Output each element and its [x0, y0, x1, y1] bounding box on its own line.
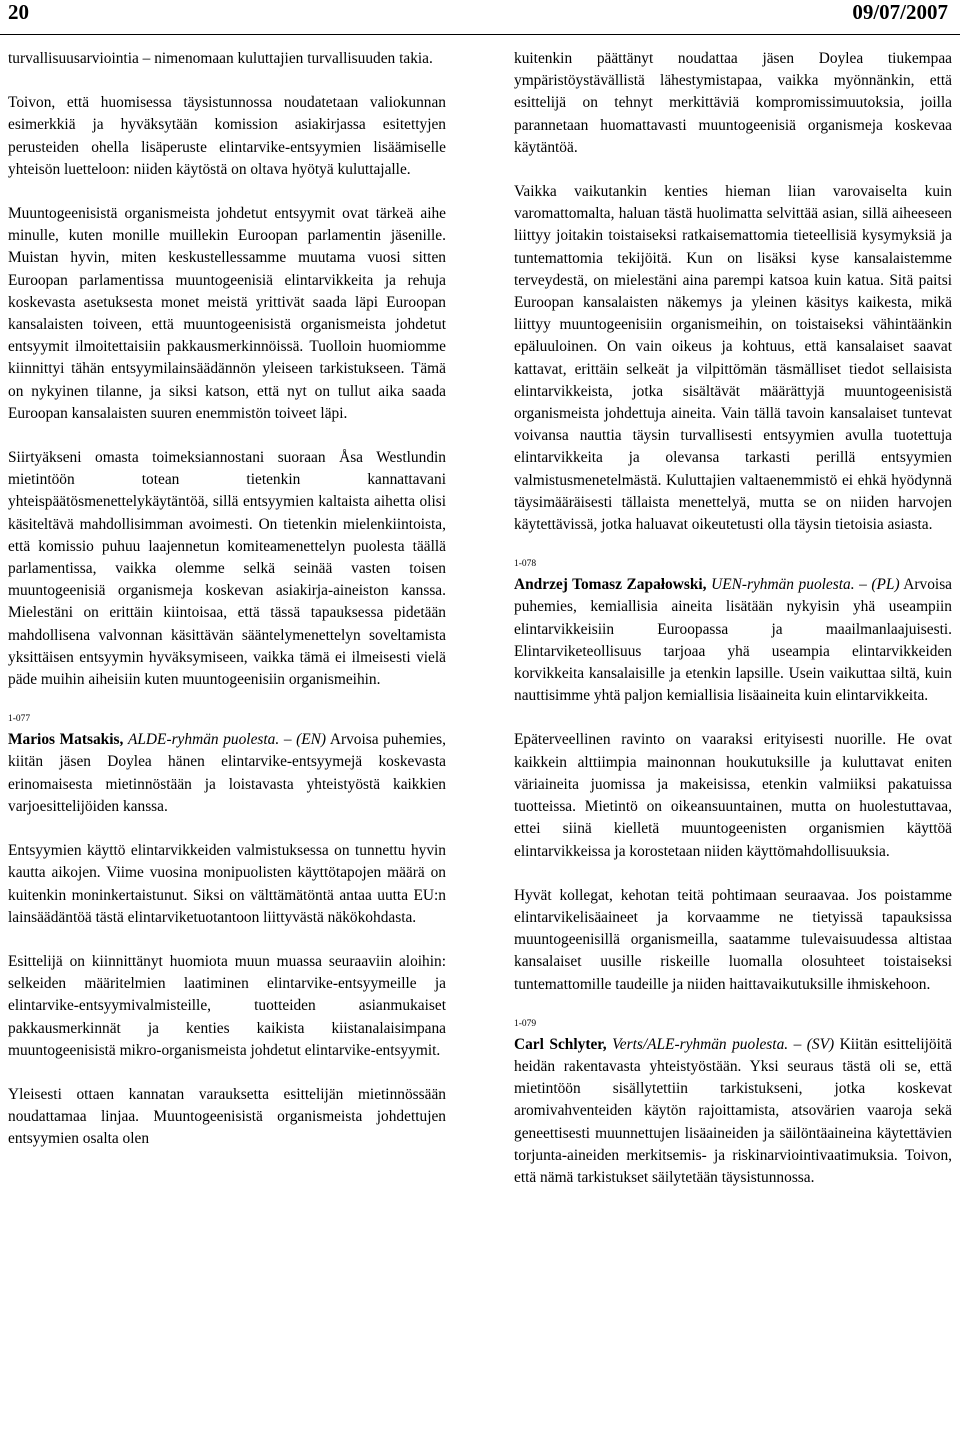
paragraph: Vaikka vaikutankin kenties hieman liian varovaiselta kuin varomattomalta, haluan tästä huolimatta selvittää asian, sillä aiheeseen liittyy joitakin toistaiseksi ratkaisemattomia tieteellisiä kysymyksiä ja tuntemattomia tekijöitä. Kun on lisäksi kyse kansalaistemme terveydestä, on mielestäni aina parempi katsoa kuin katua. Sitä paitsi Euroopan kansalaisten näkemys ja yleinen käsitys kaikesta, mikä liittyy muuntogeenisiin organismeihin, on toistaiseksi vähintäänkin epäluuloinen. On vain oikeus ja kohtuus, että kansalaiset saavat kattavat, erittäin selkeät ja vilpittömän täsmälliset tiedot sellaisista elintarvikkeista, jotka sisältävät määrättyjä muuntogeenisistä organismeista johdettuja aineita. Vain tällä tavoin kansalaiset tuntevat voivansa nauttia täysin turvallisesti entsyymien avulla tuotettuja elintarvikkeita ja olevansa tarkasti perillä entsyymien valmistusmenetelmästä. Kuluttajien valtaenemmistö ei ehkä hyödynnä täysimääräisesti tällaista menettelyä, mutta se on niiden harvojen käytettävissä, jotka haluavat oikeutetusti olla täysin tietoisia asiasta.	[514, 183, 952, 534]
speech-block	[514, 1018, 952, 1189]
speech-paragraph: Marios Matsakis, ALDE-ryhmän puolesta. – (EN) Arvoisa puhemies, kiitän jäsen Doylea hänen elintarvike-entsyymejä koskevasta erinomaisesta mietinnöstään ja loistavasta yhteistyöstä kaikkien varjoesittelijöiden kanssa.	[8, 731, 446, 815]
speech-language: (SV)	[806, 1035, 835, 1053]
paragraph: Epäterveellinen ravinto on vaaraksi erityisesti nuorille. He ovat kaikkein alttiimpia mainonnan houkutuksille ja kuluttavat eniten väriaineita juomissa ja makeisissa, etenkin valmiiksi pakatuissa tuotteissa. Mietintö on oikeansuuntainen, mutta on huolestuttavaa, ettei siinä kielletä muuntogeenisten organismien käyttöä elintarvikkeissa ja korostetaan niiden käyttömahdollisuuksia.	[514, 731, 952, 860]
speech-id: 1-079	[514, 1018, 537, 1029]
speech-id: 1-078	[514, 559, 537, 570]
paragraph: turvallisuusarviointia – nimenomaan kuluttajien turvallisuuden takia.	[8, 50, 433, 67]
speech-paragraph: Andrzej Tomasz Zapałowski, UEN-ryhmän puolesta. – (PL) Arvoisa puhemies, kemiallisia aineita lisätään nykyisin yhä useampiin elintarvikkeisiin Euroopassa ja maailmanlaajuisesti. Elintarviketeollisuus tarjoaa yhä useampia elintarvikkeiden korvikkeita kansalaisille ja etenkin lapsille. Usein vaikuttaa siltä, kuin nauttisimme yhtä paljon kemiallisia lisäaineita kuin elintarvikkeita.	[514, 576, 953, 705]
paragraph: Hyvät kollegat, kehotan teitä pohtimaan seuraavaa. Jos poistamme elintarvikelisäaineet ja korvaamme ne tietyissä tapauksissa muuntogeenisillä organismeilla, saatamme tulevaisuudessa altistaa kansalaiset uusille riskeille luomalla olosuhteet toistaiseksi tuntemattomille taudeille ja niiden haittavaikutuksille ihmiskehoon.	[514, 886, 952, 993]
speech-language: (EN)	[296, 731, 327, 749]
paragraph: kuitenkin päättänyt noudattaa jäsen Doylea tiukempaa ympäristöystävällistä lähestymistapaa, vaikka myönnänkin, että esittelijä on tehnyt merkittäviä kompromissimuutoksia, joilla parannetaan huomattavasti muuntogeenisiä organismeja koskevaa käytäntöä.	[514, 50, 952, 156]
right-column	[514, 48, 952, 1189]
speech-id: 1-077	[8, 714, 31, 725]
left-column	[8, 48, 446, 1151]
page-number: 20	[8, 0, 29, 24]
speech-paragraph: Carl Schlyter, Verts/ALE-ryhmän puolesta. – (SV) Kiitän esittelijöitä heidän rakentavasta yhteistyöstään. Yksi seuraus tästä oli se, että mietintöön sisällytettiin tarkistukseni, jotka koskevat aromivahventeiden käytön rajoittamista, atsovärien vaaroja sekä geneettisesti muunnettujen lisäaineiden ja säilöntäaineina käytettävien torjunta-aineiden merkitsemis- ja riskinarviointivaatimuksia. Toivon, että nämä tarkistukset säilytetään täysistunnossa.	[514, 1035, 952, 1186]
speech-text: Kiitän esittelijöitä heidän rakentavasta yhteistyöstään. Yksi seuraus tästä oli se, että mietintöön sisällytettiin tarkistukseni, jotka koskevat aromivahventeiden käytön rajoittamista, atsovärien vaaroja sekä geneettisesti muunnettujen lisäaineiden ja säilöntäaineina käytettävien torjunta-aineiden merkitsemis- ja riskinarviointivaatimuksia. Toivon, että nämä tarkistukset säilytetään täysistunnossa.	[514, 1035, 952, 1186]
speaker-group: Verts/ALE-ryhmän puolesta.	[612, 1035, 789, 1053]
speech-text: Arvoisa puhemies, kemiallisia aineita lisätään nykyisin yhä useampiin elintarvikkeisiin Euroopassa ja maailmanlaajuisesti. Elintarviketeollisuus tarjoaa yhä useampia elintarvikkeiden korvikkeita kansalaisille ja etenkin lapsille. Usein vaikuttaa siltä, kuin nauttisimme yhtä paljon kemiallisia lisäaineita kuin elintarvikkeita.	[514, 576, 953, 705]
paragraph: Esittelijä on kiinnittänyt huomiota muun muassa seuraaviin aloihin: selkeiden määritelmien laatiminen elintarvike-entsyymeille ja elintarvike-entsyymivalmisteille, tuotteiden asianmukaiset pakkausmerkinnät ja kenties kaikista kiistanalaisimpana muuntogeenisistä mikro-organismeista johdetut elintarvike-entsyymit.	[8, 952, 446, 1059]
paragraph: Muuntogeenisistä organismeista johdetut entsyymit ovat tärkeä aihe minulle, kuten monille muillekin Euroopan parlamentin jäsenille. Muistan hyvin, miten keskustellessamme muutama vuosi sitten Euroopan parlamentissa muuntogeenisiä elintarvikkeita ja rehuja koskevasta asetuksesta monet meistä yrittivät saada läpi Euroopan kansalaisten toiveen, että muuntogeenisistä organismeista johdetut entsyymit ilmoitettaisiin pakkausmerkinnöissä. Tuolloin huomiomme kiinnittyi tähän entsyymilainsäädännön yleiseen tarkistukseen. Tämä on nykyinen tilanne, ja siksi katson, että nyt on tullut aika saada Euroopan kansalaisten suuren enemmistön toiveet läpi.	[8, 205, 446, 422]
header-rule	[0, 34, 960, 35]
paragraph: Yleisesti ottaen kannatan varauksetta esittelijän mietinnössään noudattamaa linjaa. Muuntogeenisistä organismeista johdettujen entsyymien osalta olen	[8, 1085, 446, 1148]
speaker-group: ALDE-ryhmän puolesta.	[127, 731, 280, 749]
speech-block	[514, 558, 952, 707]
document-date: 09/07/2007	[852, 0, 948, 24]
paragraph: Toivon, että huomisessa täysistunnossa noudatetaan valiokunnan esimerkkiä ja hyväksytään komission asiakirjassa esitettyjen perusteiden ohella lisäperuste elintarvike-entsyymien lisäämiselle yhteisön luetteloon: niiden käytöstä on oltava hyötyä kuluttajalle.	[8, 94, 446, 178]
speaker-name: Marios Matsakis,	[8, 731, 124, 749]
speech-block	[8, 713, 446, 818]
paragraph: Entsyymien käyttö elintarvikkeiden valmistuksessa on tunnettu hyvin kautta aikojen. Viime vuosina monipuolisten käyttötapojen määrä on kuitenkin moninkertaistunut. Siksi on välttämätöntä antaa uutta EU:n lainsäädäntöä tästä elintarviketuotantoon liittyvästä näkökohdasta.	[8, 842, 446, 926]
page-header	[0, 0, 960, 30]
speaker-group: UEN-ryhmän puolesta.	[711, 576, 855, 594]
speaker-name: Carl Schlyter,	[514, 1035, 607, 1053]
paragraph: Siirtyäkseni omasta toimeksiannostani suoraan Åsa Westlundin mietintöön totean tietenkin kannattavani yhteispäätösmenettelykäytäntöä, sillä entsyymien kaltaista aihetta olisi käsiteltävä mahdollisimman avoimesti. On tietenkin mielenkiintoista, että komissio puhuu laajennetun komiteamenettelyn puolesta täällä parlamentissa, vaikka olemme selkä seinää vasten toisen muuntogeenisiä organismeja koskevan asiakirja-aineiston kanssa. Mielestäni on erittäin kiintoisaa, että tässä tapauksessa pidetään mahdollisena valvonnan käsittävän sääntelymenettelyn soveltamista yksittäisen entsyymin hyväksymiseen, vaikka tämä ei ilmeisesti vielä päde muihin aiheisiin kuten muuntogeenisiin organismeihin.	[8, 449, 446, 689]
speech-text: Arvoisa puhemies, kiitän jäsen Doylea hänen elintarvike-entsyymejä koskevasta erinomaisesta mietinnöstään ja loistavasta yhteistyöstä kaikkien varjoesittelijöiden kanssa.	[8, 731, 446, 815]
speaker-name: Andrzej Tomasz Zapałowski,	[514, 576, 707, 594]
speech-language: (PL)	[871, 576, 900, 594]
